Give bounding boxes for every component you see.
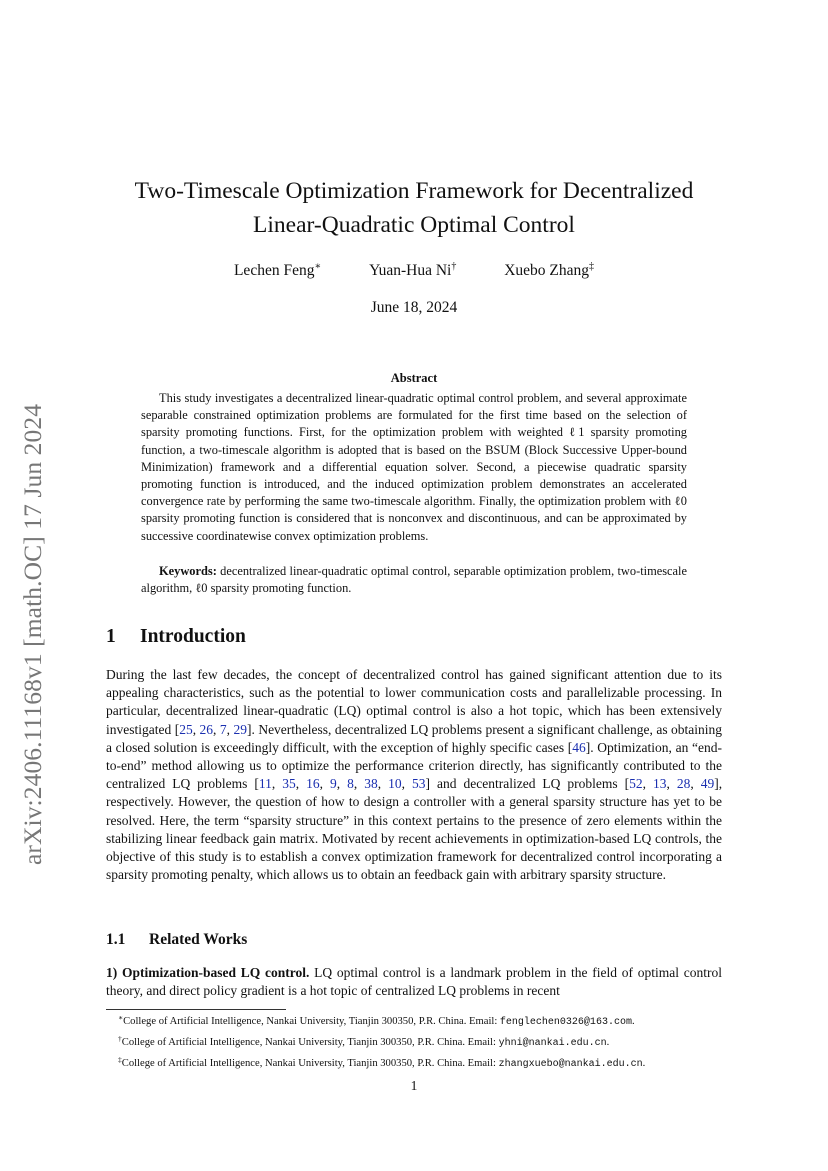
intro-text: ,	[295, 776, 307, 792]
abstract-heading: Abstract	[390, 371, 438, 385]
footnote-email: yhni@nankai.edu.cn	[498, 1037, 607, 1049]
intro-text: ]. Optimization, an “end-to-end” method allowing us to optimize the performance criterion directly, has significantly contributed to the centralized LQ problems [	[106, 739, 722, 792]
intro-paragraph	[106, 666, 722, 884]
intro-text: ,	[642, 776, 654, 792]
footnote	[106, 1031, 746, 1052]
footnotes	[106, 1010, 746, 1072]
citation-link[interactable]: 52	[629, 776, 643, 792]
citation-link[interactable]: 25	[179, 721, 193, 737]
arxiv-stamp	[16, 345, 50, 865]
footnote-end: .	[606, 1036, 610, 1048]
author	[504, 261, 594, 280]
footnote-email: zhangxuebo@nankai.edu.cn	[498, 1058, 643, 1070]
paper-title	[80, 174, 748, 242]
footnote-text: College of Artificial Intelligence, Nankai University, Tianjin 300350, P.R. China. Email:	[121, 1057, 499, 1069]
section-number: 1	[106, 626, 116, 647]
keywords-text: decentralized linear-quadratic optimal control, separable optimization problem, two-timescale algorithm, ℓ0 sparsity promoting function.	[141, 564, 687, 596]
author-mark: ‡	[589, 261, 595, 272]
footnote-mark: ‡	[118, 1054, 122, 1064]
intro-text: ,	[666, 776, 677, 792]
author	[234, 261, 321, 280]
citation-link[interactable]: 8	[347, 776, 354, 792]
citation-link[interactable]: 16	[306, 776, 320, 792]
title-line-2: Linear-Quadratic Optimal Control	[253, 212, 575, 238]
intro-text: ,	[271, 776, 283, 792]
intro-text: ,	[377, 776, 389, 792]
citation-link[interactable]: 13	[653, 776, 667, 792]
keywords	[141, 563, 687, 597]
intro-text: ,	[226, 721, 234, 737]
footnote-end: .	[642, 1057, 646, 1069]
intro-text: ,	[353, 776, 365, 792]
footnote-email: fenglechen0326@163.com	[499, 1017, 632, 1028]
author	[369, 261, 456, 280]
intro-text: ], respectively. However, the question of how to design a controller with a general sparsity structure has yet to be resolved. Here, the term “sparsity structure” in this context pertains to the presence of zero elements within the stabilizing linear feedback gain matrix. Motivated by recent achievements in optimization-based LQ controls, the objective of this study is to establish a convex optimization framework for decentralized control incorporating a sparsity promoting penalty, which allows us to obtain an feedback gain with arbitrary sparsity structure.	[106, 776, 723, 883]
author-name: Yuan-Hua Ni	[369, 262, 452, 279]
intro-text: ,	[401, 776, 413, 792]
author-mark: ∗	[314, 261, 322, 272]
footnote-end: .	[631, 1016, 635, 1027]
title-line-1: Two-Timescale Optimization Framework for Decentralized	[134, 178, 694, 204]
citation-link[interactable]: 10	[388, 776, 402, 792]
author-list	[0, 261, 828, 280]
citation-link[interactable]: 35	[282, 776, 296, 792]
intro-text: ,	[690, 776, 701, 792]
footnote	[106, 1010, 746, 1031]
intro-text: ,	[336, 776, 348, 792]
related-works-paragraph	[106, 964, 722, 1000]
subsection-title: Related Works	[149, 931, 248, 948]
citation-link[interactable]: 46	[572, 739, 586, 755]
author-name: Xuebo Zhang	[504, 262, 590, 279]
citation-link[interactable]: 26	[199, 721, 214, 737]
citation-link[interactable]: 49	[700, 776, 715, 792]
footnote-text: College of Artificial Intelligence, Nankai University, Tianjin 300350, P.R. China. Email:	[123, 1016, 500, 1027]
subsection-number: 1.1	[106, 931, 126, 948]
abstract-text: This study investigates a decentralized linear-quadratic optimal control problem, and several approximate separable constrained optimization problems are formulated for the first time based on the selection of sparsity promoting functions. First, for the optimization problem with weighted ℓ1 sparsity promoting function, a two-timescale algorithm is adopted that is based on the BSUM (Block Successive Upper-bound Minimization) framework and a differential equation solver. Second, a piecewise quadratic sparsity promoting function is introduced, and the induced optimization problem demonstrates an accelerated convergence rate by performing the same two-timescale algorithm. Finally, the optimization problem with ℓ0 sparsity promoting function is considered that is nonconvex and discontinuous, and can be approximated by successive coordinatewise convex optimization problems.	[141, 391, 687, 543]
footnote-mark: †	[118, 1033, 122, 1043]
keywords-label: Keywords:	[159, 564, 217, 578]
page-number: 1	[410, 1078, 418, 1093]
citation-link[interactable]: 7	[219, 721, 227, 737]
arxiv-id: arXiv:2406.11168v1 [math.OC] 17 Jun 2024	[18, 403, 47, 865]
subsection-heading	[106, 931, 247, 949]
paragraph-label: 1) Optimization-based LQ control.	[106, 965, 310, 980]
intro-text: ] and decentralized LQ problems [	[425, 776, 630, 792]
citation-link[interactable]: 29	[233, 721, 247, 737]
paper-date: June 18, 2024	[370, 299, 458, 316]
paragraph-text: LQ optimal control is a landmark problem in the field of optimal control theory, and direct policy gradient is a hot topic of centralized LQ problems in recent	[106, 965, 722, 999]
citation-link[interactable]: 28	[676, 776, 691, 792]
footnote	[106, 1052, 746, 1073]
intro-text: ,	[192, 721, 200, 737]
author-mark: †	[451, 261, 457, 272]
citation-link[interactable]: 9	[330, 776, 337, 792]
section-heading	[106, 626, 246, 648]
footnote-mark: ∗	[118, 1013, 124, 1022]
intro-text: ]. Nevertheless, decentralized LQ problems present a significant challenge, as obtaining a closed solution is exceedingly difficult, with the exception of highly specific cases [	[106, 721, 723, 755]
citation-link[interactable]: 11	[258, 776, 272, 792]
intro-text: ,	[213, 721, 220, 737]
citation-link[interactable]: 53	[412, 776, 426, 792]
citation-link[interactable]: 38	[364, 776, 378, 792]
section-title: Introduction	[140, 626, 246, 647]
author-name: Lechen Feng	[233, 262, 315, 279]
footnote-text: College of Artificial Intelligence, Nankai University, Tianjin 300350, P.R. China. Email:	[121, 1036, 499, 1048]
intro-text: During the last few decades, the concept of decentralized control has gained significant attention due to its appealing characteristics, such as the potential to lower communication costs and parallelizable processing. In particular, decentralized linear-quadratic (LQ) optimal control is also a hot topic, which has been extensively investigated [	[106, 667, 722, 737]
intro-text: ,	[319, 776, 331, 792]
